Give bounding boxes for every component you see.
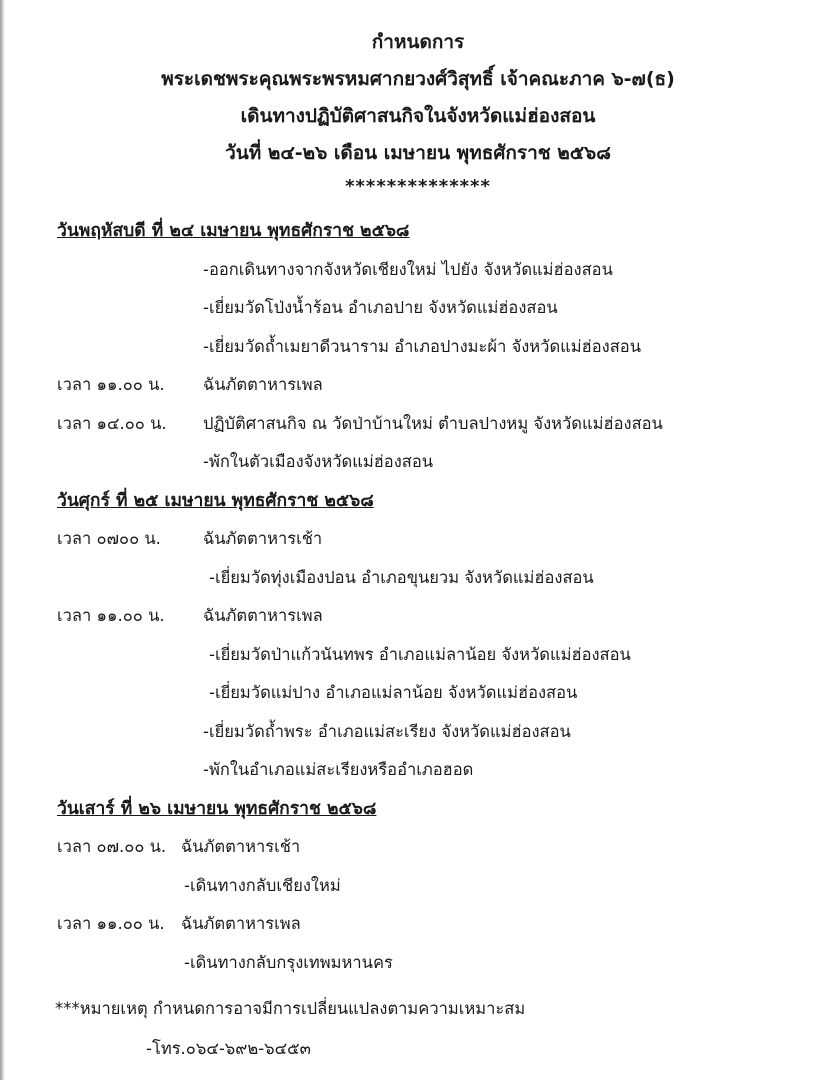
row-text: -เยี่ยมวัดถ้ำเมยาดีวนาราม อำเภอปางมะผ้า จังหวัดแม่ฮ่องสอน	[203, 336, 641, 356]
schedule-row	[57, 873, 827, 912]
schedule-row	[57, 719, 827, 758]
day-title-saturday: วันเสาร์ ที่ ๒๖ เมษายน พุทธศักราช ๒๕๖๘	[57, 798, 377, 819]
schedule-row	[57, 334, 827, 373]
day-title-friday: วันศุกร์ ที่ ๒๕ เมษายน พุทธศักราช ๒๕๖๘	[57, 490, 374, 511]
row-time: เวลา ๑๑.๐๐ น.	[57, 375, 165, 394]
schedule-row	[57, 411, 827, 450]
row-text: -เยี่ยมวัดโป่งน้ำร้อน อำเภอปาย จังหวัดแม่ฮ่องสอน	[203, 298, 558, 317]
schedule-row	[57, 757, 827, 796]
schedule-row	[57, 565, 827, 604]
row-time: เวลา ๐๗.๐๐ น.	[57, 837, 167, 856]
header-date: วันที่ ๒๔-๒๖ เดือน เมษายน พุทธศักราช ๒๕๖๘	[225, 142, 611, 164]
row-text: ฉันภัตตาหารเช้า	[203, 529, 323, 548]
row-text: ฉันภัตตาหารเพล	[203, 606, 323, 625]
schedule-row	[57, 295, 827, 334]
row-text: -เดินทางกลับกรุงเทพมหานคร	[184, 952, 393, 972]
schedule-row	[57, 372, 827, 411]
row-text: -เยี่ยมวัดทุ่งเมืองปอน อำเภอขุนยวม จังหวัดแม่ฮ่องสอน	[209, 567, 594, 587]
row-text: -เยี่ยมวัดป่าแก้วนันทพร อำเภอแม่ลาน้อย จังหวัดแม่ฮ่องสอน	[209, 644, 631, 664]
schedule-row	[57, 950, 827, 989]
row-text: -เยี่ยมวัดแม่ปาง อำเภอแม่ลาน้อย จังหวัดแม่ฮ่องสอน	[209, 683, 578, 702]
row-text: ฉันภัตตาหารเพล	[203, 375, 323, 394]
row-text: -พักในตัวเมืองจังหวัดแม่ฮ่องสอน	[203, 452, 434, 471]
row-time: เวลา ๑๔.๐๐ น.	[57, 413, 167, 433]
row-time: เวลา ๐๗๐๐ น.	[57, 529, 161, 548]
phone-number: -โทร.๐๖๔-๖๙๒-๖๔๕๓	[146, 1039, 311, 1058]
schedule-content	[57, 218, 827, 988]
header-separator: **************	[345, 176, 491, 197]
schedule-row	[57, 911, 827, 950]
day-title-thursday: วันพฤหัสบดี ที่ ๒๔ เมษายน พุทธศักราช ๒๕๖๘	[57, 221, 410, 241]
document-header	[0, 30, 836, 197]
header-monk-name: พระเดชพระคุณพระพรหมศากยวงศ์วิสุทธิ์ เจ้าคณะภาค ๖-๗(ธ)	[161, 68, 675, 90]
schedule-row	[57, 526, 827, 565]
row-text: ฉันภัตตาหารเช้า	[181, 837, 301, 856]
header-title: กำหนดการ	[371, 31, 465, 53]
schedule-row	[57, 834, 827, 873]
schedule-row	[57, 257, 827, 296]
row-time: เวลา ๑๑.๐๐ น.	[57, 606, 165, 625]
schedule-row	[57, 449, 827, 488]
header-purpose: เดินทางปฏิบัติศาสนกิจในจังหวัดแม่ฮ่องสอน	[240, 105, 596, 127]
remark-note: ***หมายเหตุ กำหนดการอาจมีการเปลี่ยนแปลงตามความเหมาะสม	[55, 999, 526, 1018]
schedule-row	[57, 603, 827, 642]
row-text: -พักในอำเภอแม่สะเรียงหรืออำเภอฮอด	[203, 760, 474, 779]
row-text: ฉันภัตตาหารเพล	[181, 914, 301, 933]
row-text: -เยี่ยมวัดถ้ำพระ อำเภอแม่สะเรียง จังหวัดแม่ฮ่องสอน	[203, 721, 571, 741]
row-text: ปฏิบัติศาสนกิจ ณ วัดป่าบ้านใหม่ ตำบลปางหมู จังหวัดแม่ฮ่องสอน	[203, 413, 663, 433]
row-time: เวลา ๑๑.๐๐ น.	[57, 914, 165, 933]
row-text: -ออกเดินทางจากจังหวัดเชียงใหม่ ไปยัง จังหวัดแม่ฮ่องสอน	[203, 259, 613, 279]
schedule-row	[57, 680, 827, 719]
schedule-row	[57, 642, 827, 681]
row-text: -เดินทางกลับเชียงใหม่	[184, 875, 341, 895]
